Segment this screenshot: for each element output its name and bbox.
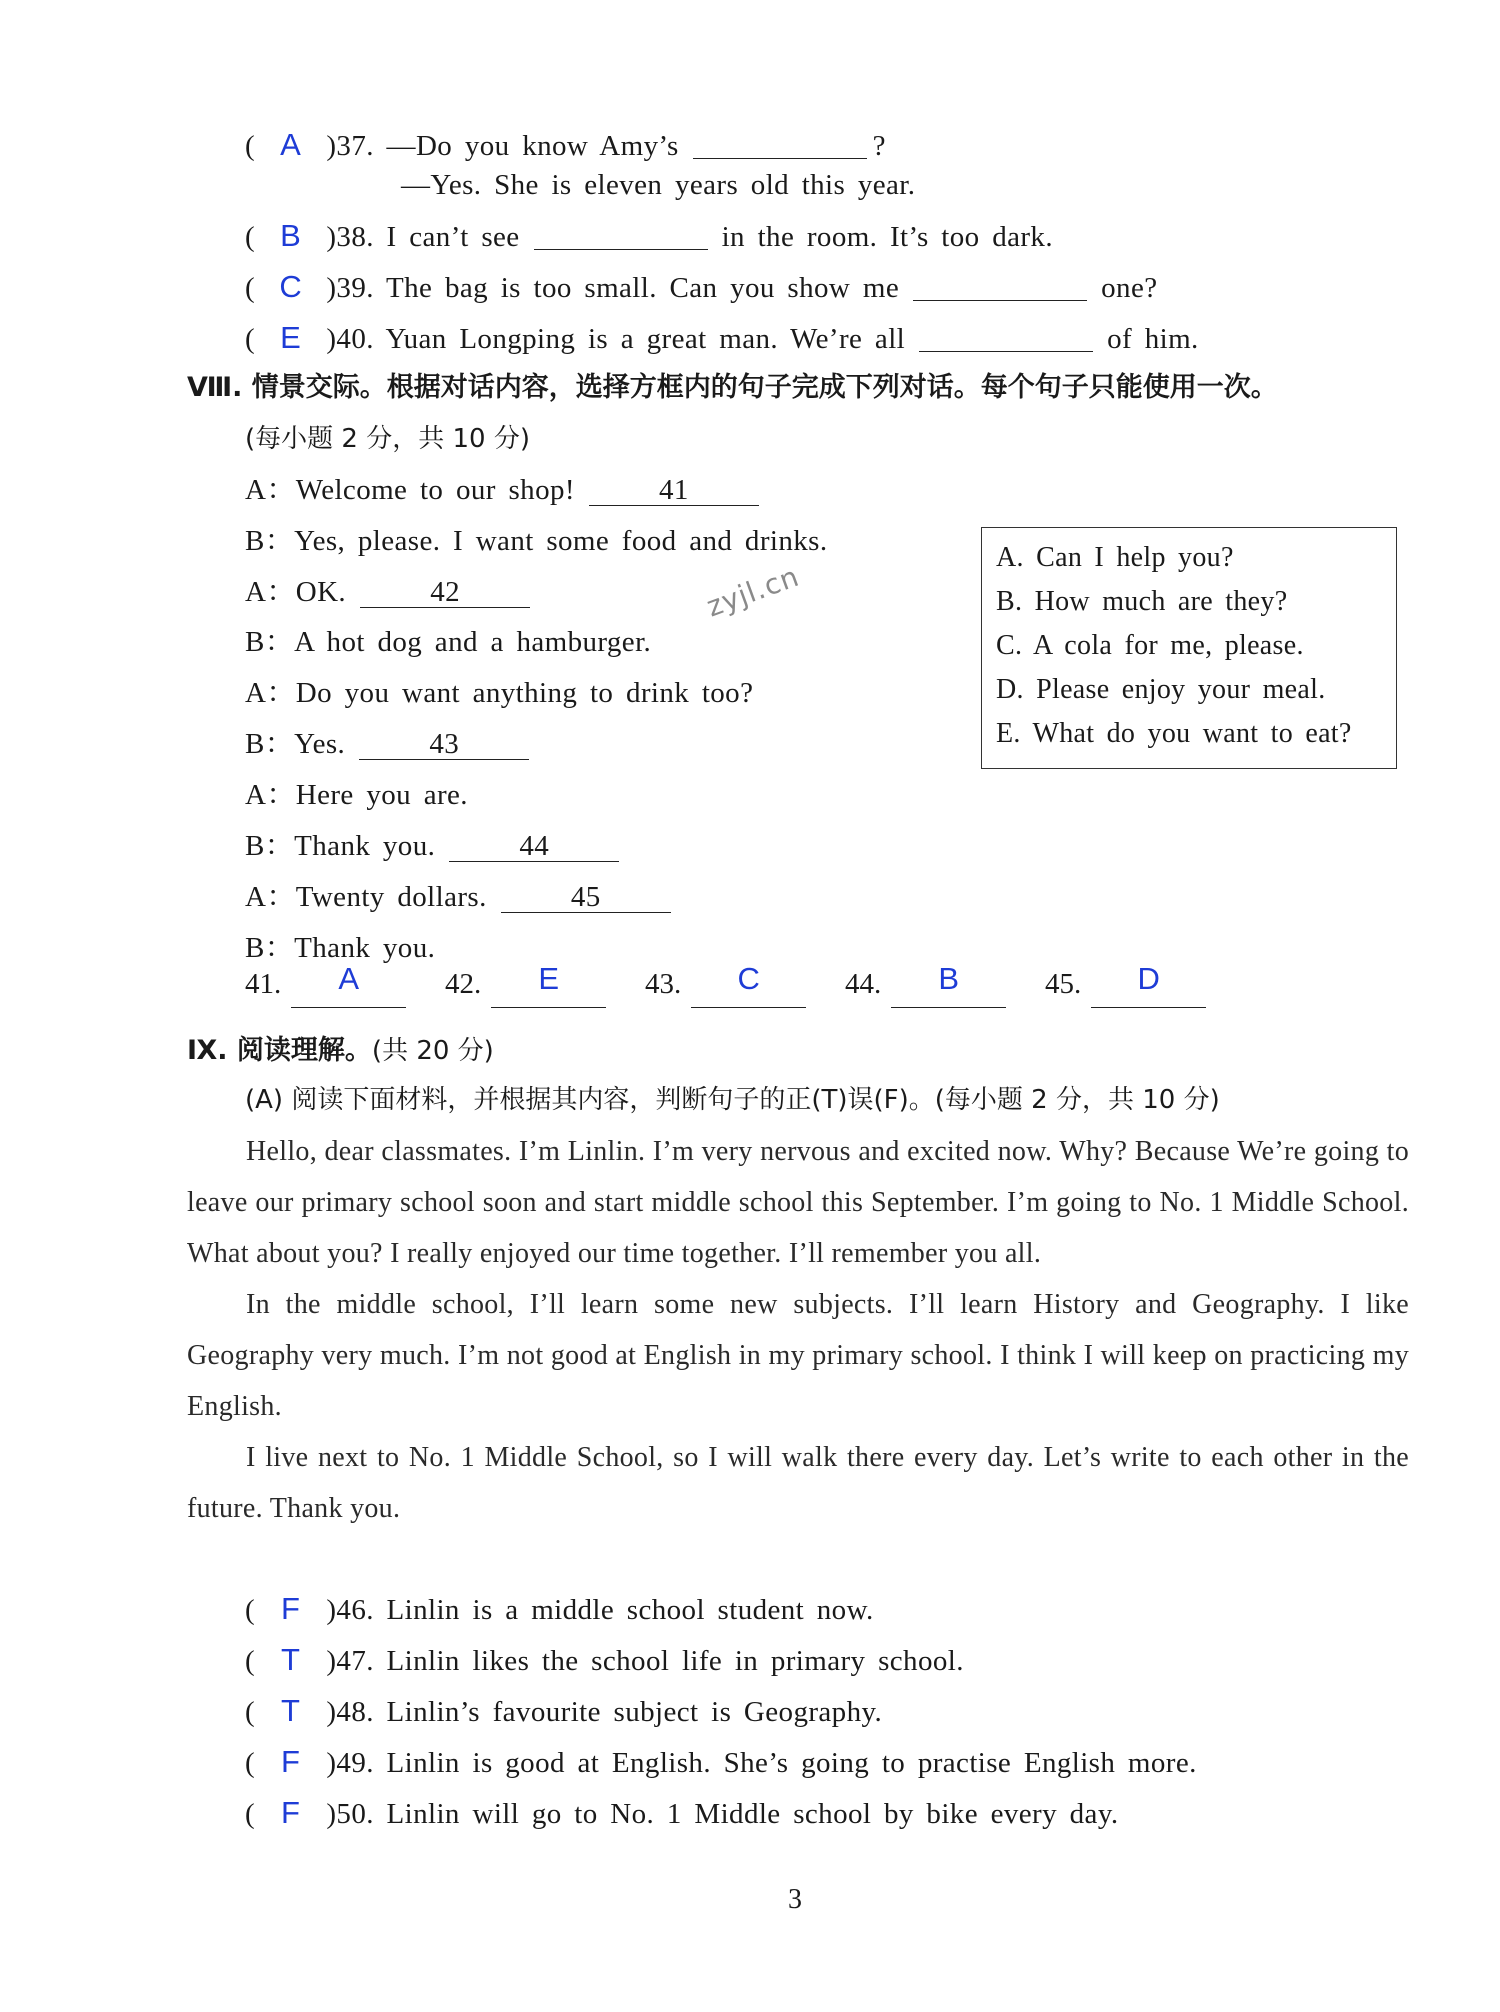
answer-40: E: [280, 320, 302, 355]
dialogue-text: Here you are.: [295, 779, 468, 811]
paren-open: (: [245, 1747, 256, 1779]
section-8-heading: Ⅷ. 情景交际。根据对话内容，选择方框内的句子完成下列对话。每个句子只能使用一次。: [187, 372, 1278, 403]
option-e: E. What do you want to eat?: [996, 718, 1352, 749]
answer-48: T: [281, 1693, 301, 1728]
answer-blank: [291, 961, 406, 1008]
question-number: )50.: [326, 1798, 374, 1830]
question-47: [245, 1640, 964, 1681]
dialogue-text: Thank you.: [294, 932, 436, 964]
dialogue-line-7: [245, 775, 468, 815]
speaker: A：: [245, 576, 296, 608]
gap-45: 45: [501, 882, 671, 913]
gap-41: 41: [589, 475, 759, 506]
speaker: B：: [245, 932, 295, 964]
fill-blank: [913, 270, 1087, 301]
question-number: )38.: [326, 221, 374, 253]
reading-passage: [187, 1126, 1409, 1534]
passage-paragraph-2: In the middle school, I’ll learn some new subjects. I’ll learn History and Geography. I like Geography very much. I’m not good at English in my primary school. I think I will keep on practicing my English.: [187, 1289, 1409, 1422]
question-text-after: one?: [1101, 272, 1158, 304]
dialogue-line-8: [245, 826, 619, 866]
passage-paragraph-1: Hello, dear classmates. I’m Linlin. I’m very nervous and excited now. Why? Because We’re going to leave our primary school soon and start middle school this September. I’m going to No. 1 Middle School. What about you? I really enjoyed our time together. I’ll remember you all.: [187, 1136, 1409, 1269]
question-text: Yuan Longping is a great man. We’re all: [385, 323, 906, 355]
option-c: C. A cola for me, please.: [996, 630, 1304, 661]
question-text: Linlin is good at English. She’s going to practise English more.: [386, 1747, 1197, 1779]
answer-37: A: [280, 127, 302, 162]
dialogue-line-5: [245, 673, 753, 713]
question-text: The bag is too small. Can you show me: [386, 272, 900, 304]
question-text: —Do you know Amy’s: [386, 130, 679, 162]
dialogue-line-6: [245, 724, 529, 764]
answer-number: 43.: [645, 968, 682, 1000]
paren-open: (: [245, 1696, 256, 1728]
dialogue-line-9: [245, 877, 671, 917]
dialogue-line-1: [245, 470, 759, 510]
fill-blank: [919, 321, 1093, 352]
answer-number: 44.: [845, 968, 882, 1000]
paren-open: (: [245, 272, 256, 304]
speaker: B：: [245, 626, 295, 658]
fill-blank: [693, 128, 867, 159]
question-37-line2: —Yes. She is eleven years old this year.: [401, 169, 916, 201]
answer-letter: B: [938, 961, 960, 996]
question-49: [245, 1742, 1197, 1783]
part-a-instruction: (A) 阅读下面材料，并根据其内容，判断句子的正(T)误(F)。(每小题 2 分，共 10 分): [245, 1085, 1220, 1115]
option-a: A. Can I help you?: [996, 542, 1234, 573]
answer-49: F: [281, 1744, 301, 1779]
answer-39: C: [279, 269, 303, 304]
answer-blank: [691, 961, 806, 1008]
speaker: B：: [245, 525, 295, 557]
page-number: 3: [788, 1884, 802, 1915]
question-39: [245, 267, 1157, 308]
dialogue-line-2: [245, 521, 827, 561]
dialogue-text: OK.: [295, 576, 347, 608]
question-text: I can’t see: [386, 221, 520, 253]
dialogue-text: Thank you.: [294, 830, 436, 862]
question-number: )40.: [326, 323, 374, 355]
answer-46: F: [281, 1591, 301, 1626]
paren-open: (: [245, 1594, 256, 1626]
dialogue-text: Do you want anything to drink too?: [295, 677, 754, 709]
dialogue-text: Twenty dollars.: [295, 881, 487, 913]
paren-open: (: [245, 130, 256, 162]
question-number: )39.: [326, 272, 374, 304]
question-number: )49.: [326, 1747, 374, 1779]
dialogue-text: Yes, please. I want some food and drinks.: [294, 525, 828, 557]
question-46: [245, 1589, 874, 1630]
answer-blank: [891, 961, 1006, 1008]
speaker: A：: [245, 779, 296, 811]
question-number: )46.: [326, 1594, 374, 1626]
answer-number: 45.: [1045, 968, 1082, 1000]
answer-45: [1045, 961, 1206, 1008]
section-8-points: (每小题 2 分，共 10 分): [245, 424, 530, 454]
question-text-after: of him.: [1107, 323, 1199, 355]
speaker: B：: [245, 830, 295, 862]
option-b: B. How much are they?: [996, 586, 1288, 617]
gap-44: 44: [449, 831, 619, 862]
answer-number: 41.: [245, 968, 282, 1000]
gap-42: 42: [360, 577, 530, 608]
question-37: [245, 125, 886, 166]
question-50: [245, 1793, 1119, 1834]
question-number: )47.: [326, 1645, 374, 1677]
section-9-points: (共 20 分): [371, 1036, 494, 1066]
dialogue-text: A hot dog and a hamburger.: [294, 626, 652, 658]
option-d: D. Please enjoy your meal.: [996, 674, 1326, 705]
answer-letter: E: [538, 961, 560, 996]
answer-blank: [1091, 961, 1206, 1008]
question-text: Linlin is a middle school student now.: [386, 1594, 874, 1626]
question-text: Linlin likes the school life in primary school.: [386, 1645, 964, 1677]
question-48: [245, 1691, 882, 1732]
gap-43: 43: [359, 729, 529, 760]
question-text: Linlin’s favourite subject is Geography.: [386, 1696, 883, 1728]
dialogue-line-4: [245, 622, 651, 662]
speaker: B：: [245, 728, 295, 760]
watermark: zyjl.cn: [702, 559, 804, 624]
speaker: A：: [245, 677, 296, 709]
dialogue-text: Welcome to our shop!: [295, 474, 575, 506]
options-box: [981, 527, 1397, 769]
question-number: )37.: [326, 130, 374, 162]
paren-open: (: [245, 323, 256, 355]
answer-44: [845, 961, 1006, 1008]
question-text: Linlin will go to No. 1 Middle school by bike every day.: [386, 1798, 1119, 1830]
section-9-heading: [187, 1030, 494, 1071]
answer-42: [445, 961, 606, 1008]
answer-letter: D: [1137, 961, 1160, 996]
answer-number: 42.: [445, 968, 482, 1000]
answer-letter: C: [737, 961, 760, 996]
fill-blank: [534, 219, 708, 250]
answer-43: [645, 961, 806, 1008]
speaker: A：: [245, 881, 296, 913]
paren-open: (: [245, 221, 256, 253]
question-text-after: in the room. It’s too dark.: [721, 221, 1053, 253]
answer-41: [245, 961, 406, 1008]
dialogue-text: Yes.: [294, 728, 346, 760]
question-text-after: ?: [872, 130, 886, 162]
question-38: [245, 216, 1053, 257]
section-9-title: Ⅸ. 阅读理解。: [187, 1035, 372, 1066]
answer-50: F: [281, 1795, 301, 1830]
answer-47: T: [281, 1642, 301, 1677]
paren-open: (: [245, 1798, 256, 1830]
answer-letter: A: [338, 961, 360, 996]
answer-38: B: [280, 218, 302, 253]
passage-paragraph-3: I live next to No. 1 Middle School, so I will walk there every day. Let’s write to each other in the future. Thank you.: [187, 1442, 1409, 1524]
question-40: [245, 318, 1199, 359]
answer-blank: [491, 961, 606, 1008]
paren-open: (: [245, 1645, 256, 1677]
dialogue-line-3: [245, 572, 530, 612]
speaker: A：: [245, 474, 296, 506]
question-number: )48.: [326, 1696, 374, 1728]
